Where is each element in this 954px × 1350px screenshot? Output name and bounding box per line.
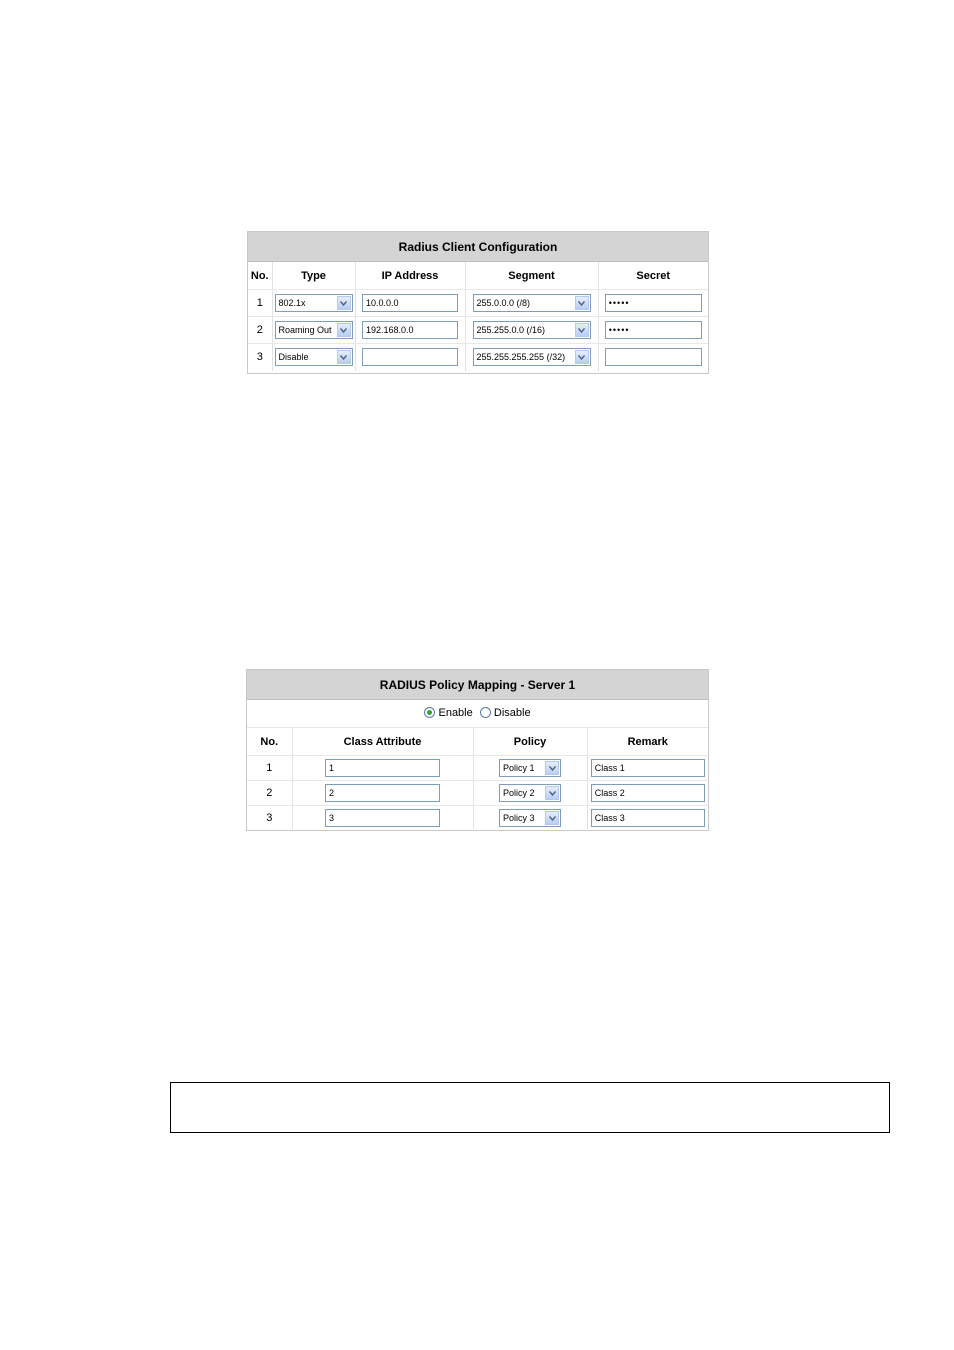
row-number: 3 bbox=[247, 806, 292, 831]
ip-address-input[interactable] bbox=[362, 348, 458, 366]
secret-input[interactable]: ••••• bbox=[605, 321, 702, 339]
column-header-secret: Secret bbox=[598, 262, 708, 290]
note-box bbox=[170, 1082, 890, 1133]
policy-select-value: Policy 2 bbox=[503, 788, 535, 798]
table-row bbox=[248, 344, 708, 371]
policy-select[interactable] bbox=[499, 809, 561, 827]
policy-select[interactable] bbox=[499, 759, 561, 777]
row-number: 3 bbox=[248, 344, 272, 371]
remark-input[interactable]: Class 3 bbox=[591, 809, 705, 827]
row-number: 2 bbox=[248, 317, 272, 344]
class-attribute-input[interactable]: 2 bbox=[325, 784, 440, 802]
chevron-down-icon[interactable] bbox=[337, 323, 351, 337]
class-attribute-input[interactable]: 3 bbox=[325, 809, 440, 827]
column-header-no: No. bbox=[248, 262, 272, 290]
row-number: 1 bbox=[248, 290, 272, 317]
chevron-down-icon[interactable] bbox=[545, 811, 559, 825]
secret-input[interactable] bbox=[605, 348, 702, 366]
policy-mapping-panel bbox=[246, 669, 709, 831]
segment-select-value: 255.255.0.0 (/16) bbox=[476, 325, 546, 335]
type-select-value: 802.1x bbox=[278, 298, 306, 308]
policy-select-value: Policy 1 bbox=[503, 763, 535, 773]
class-attribute-input[interactable]: 1 bbox=[325, 759, 440, 777]
segment-select[interactable] bbox=[473, 294, 591, 312]
chevron-down-icon[interactable] bbox=[575, 323, 589, 337]
radius-client-table bbox=[248, 262, 708, 371]
radius-client-panel bbox=[247, 231, 709, 374]
table-header-row bbox=[247, 728, 708, 756]
column-header-type: Type bbox=[272, 262, 355, 290]
table-row bbox=[247, 781, 708, 806]
column-header-no: No. bbox=[247, 728, 292, 756]
chevron-down-icon[interactable] bbox=[575, 296, 589, 310]
table-row bbox=[247, 806, 708, 831]
type-select-value: Roaming Out bbox=[278, 325, 332, 335]
radius-client-title: Radius Client Configuration bbox=[248, 232, 708, 262]
secret-input[interactable]: ••••• bbox=[605, 294, 702, 312]
segment-select[interactable] bbox=[473, 321, 591, 339]
table-header-row bbox=[248, 262, 708, 290]
segment-select[interactable] bbox=[473, 348, 591, 366]
column-header-class-attribute: Class Attribute bbox=[292, 728, 473, 756]
chevron-down-icon[interactable] bbox=[545, 761, 559, 775]
policy-select-value: Policy 3 bbox=[503, 813, 535, 824]
segment-select-value: 255.0.0.0 (/8) bbox=[476, 298, 531, 308]
enable-radio-label[interactable]: Enable bbox=[438, 707, 473, 719]
chevron-down-icon[interactable] bbox=[575, 350, 589, 364]
ip-address-input[interactable]: 192.168.0.0 bbox=[362, 321, 458, 339]
chevron-down-icon[interactable] bbox=[545, 786, 559, 800]
table-row bbox=[248, 290, 708, 317]
policy-select[interactable] bbox=[499, 784, 561, 802]
chevron-down-icon[interactable] bbox=[337, 296, 351, 310]
row-number: 2 bbox=[247, 781, 292, 806]
table-row bbox=[248, 317, 708, 344]
column-header-policy: Policy bbox=[473, 728, 587, 756]
enable-disable-radio-group bbox=[247, 700, 708, 728]
enable-radio-icon[interactable] bbox=[424, 707, 435, 718]
column-header-ip-address: IP Address bbox=[355, 262, 465, 290]
column-header-remark: Remark bbox=[587, 728, 708, 756]
type-select-value: Disable bbox=[278, 352, 309, 363]
type-select[interactable] bbox=[275, 348, 353, 366]
ip-address-input[interactable]: 10.0.0.0 bbox=[362, 294, 458, 312]
type-select[interactable] bbox=[275, 294, 353, 312]
disable-radio-icon[interactable] bbox=[480, 707, 491, 718]
disable-radio-label[interactable]: Disable bbox=[493, 707, 531, 719]
column-header-segment: Segment bbox=[465, 262, 598, 290]
type-select[interactable] bbox=[275, 321, 353, 339]
segment-select-value: 255.255.255.255 (/32) bbox=[476, 352, 566, 363]
table-row bbox=[247, 756, 708, 781]
policy-mapping-title: RADIUS Policy Mapping - Server 1 bbox=[247, 670, 708, 700]
remark-input[interactable]: Class 2 bbox=[591, 784, 705, 802]
row-number: 1 bbox=[247, 756, 292, 781]
remark-input[interactable]: Class 1 bbox=[591, 759, 705, 777]
chevron-down-icon[interactable] bbox=[337, 350, 351, 364]
policy-mapping-table bbox=[247, 728, 708, 831]
